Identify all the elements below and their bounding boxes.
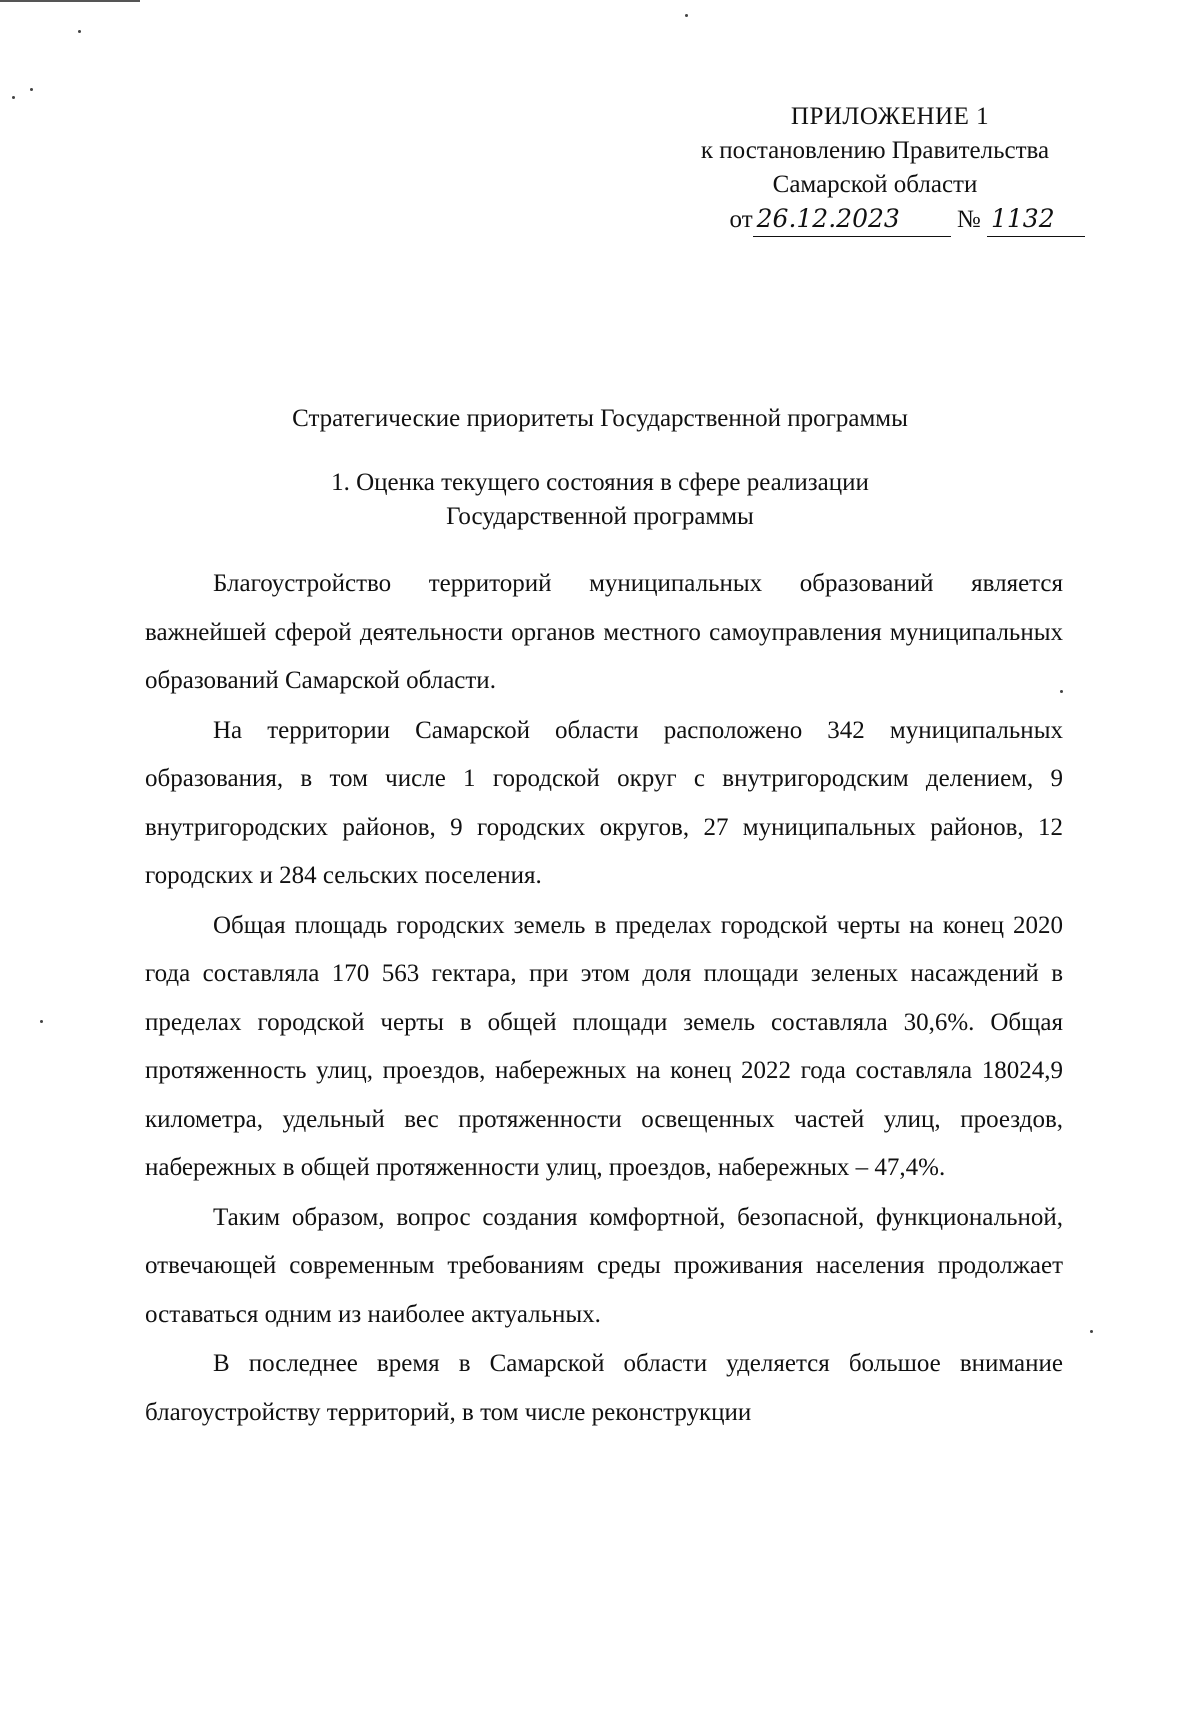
handwritten-date: 26.12.2023 — [753, 202, 951, 237]
scan-speck — [30, 88, 33, 91]
section-heading-line2: Государственной программы — [446, 503, 754, 530]
scan-speck — [1090, 1330, 1093, 1333]
paragraph: Общая площадь городских земель в пределах городской черты на конец 2020 года составляла 170 563 гектара, при этом доля площади зеленых насаждений в пределах городской черты в общей площади земель составляла 30,6%. Общая протяженность улиц, проездов, набережных на конец 2022 года составляла 18024,9 километра, удельный вес протяженности освещенных частей улиц, проездов, набережных в общей протяженности улиц, проездов, набережных – 47,4%. — [145, 911, 1063, 1181]
scan-speck — [78, 30, 81, 33]
approval-line-decree: к постановлению Правительства — [700, 137, 1050, 164]
appendix-title: ПРИЛОЖЕНИЕ 1 — [790, 103, 990, 130]
approval-block — [655, 100, 1095, 237]
document-body — [145, 560, 1063, 1437]
document-title: Стратегические приоритеты Государственной программы — [292, 405, 908, 432]
paragraph: На территории Самарской области расположено 342 муниципальных образования, в том числе 1 городской округ с внутригородским делением, 9 внутригородских районов, 9 городских округов, 27 муниципальных районов, 12 городских и 284 сельских поселения. — [145, 716, 1063, 889]
number-prefix: № — [956, 206, 981, 233]
section-heading — [140, 466, 1060, 534]
approval-date-number — [655, 202, 1095, 237]
handwritten-number: 1132 — [987, 202, 1085, 237]
date-prefix: от — [729, 206, 753, 233]
paragraph: Таким образом, вопрос создания комфортной, безопасной, функциональной, отвечающей современным требованиям среды проживания населения продолжает оставаться одним из наиболее актуальных. — [145, 1203, 1063, 1328]
section-heading-line1: 1. Оценка текущего состояния в сфере реализации — [331, 469, 869, 496]
scan-edge-line — [0, 0, 140, 2]
approval-line-region: Самарской области — [772, 171, 978, 198]
scan-speck — [12, 96, 15, 99]
paragraph: Благоустройство территорий муниципальных образований является важнейшей сферой деятельности органов местного самоуправления муниципальных образований Самарской области. — [145, 570, 1063, 694]
scan-speck — [685, 14, 688, 17]
paragraph: В последнее время в Самарской области уделяется большое внимание благоустройству территорий, в том числе реконструкции — [145, 1350, 1063, 1426]
scan-speck — [40, 1020, 43, 1023]
